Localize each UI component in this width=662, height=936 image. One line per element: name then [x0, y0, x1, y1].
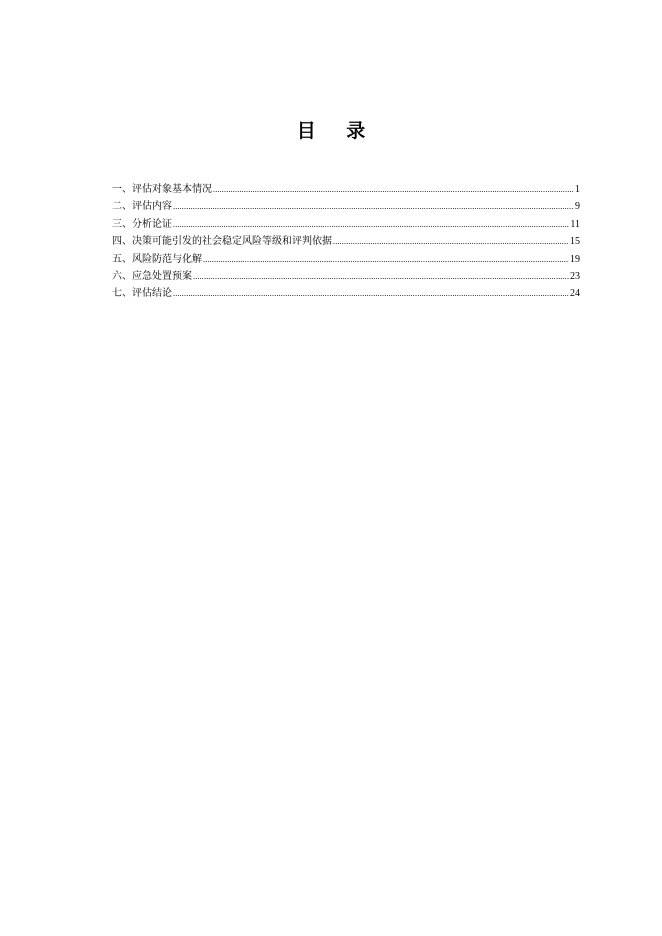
toc-dot-leader: [203, 253, 569, 267]
toc-page-number: 15: [570, 236, 580, 248]
toc-page-number: 23: [570, 270, 580, 282]
table-of-contents: [112, 183, 580, 305]
toc-dot-leader: [193, 270, 569, 284]
toc-page-number: 19: [570, 253, 580, 265]
toc-page-number: 1: [575, 184, 580, 195]
toc-page-number: 11: [570, 218, 580, 230]
toc-entry-label: 六、应急处置预案: [112, 270, 192, 282]
toc-entry[interactable]: [112, 287, 580, 304]
toc-dot-leader: [213, 183, 574, 197]
toc-entry[interactable]: [112, 183, 580, 200]
toc-entry[interactable]: [112, 200, 580, 217]
toc-entry-label: 五、风险防范与化解: [112, 253, 202, 265]
toc-dot-leader: [173, 218, 569, 232]
toc-dot-leader: [173, 287, 569, 301]
toc-entry-label: 一、评估对象基本情况: [112, 184, 212, 195]
toc-entry[interactable]: [112, 253, 580, 270]
toc-entry[interactable]: [112, 218, 580, 235]
toc-entry[interactable]: [112, 270, 580, 287]
toc-entry-label: 三、分析论证: [112, 218, 172, 230]
toc-dot-leader: [173, 200, 574, 214]
toc-title: 目 录: [296, 120, 378, 142]
toc-dot-leader: [333, 235, 569, 249]
toc-entry-label: 四、决策可能引发的社会稳定风险等级和评判依据: [112, 236, 332, 248]
toc-entry-label: 七、评估结论: [112, 288, 172, 300]
toc-page-number: 9: [575, 201, 580, 213]
toc-entry[interactable]: [112, 235, 580, 252]
toc-entry-label: 二、评估内容: [112, 201, 172, 213]
toc-page-number: 24: [570, 288, 580, 300]
